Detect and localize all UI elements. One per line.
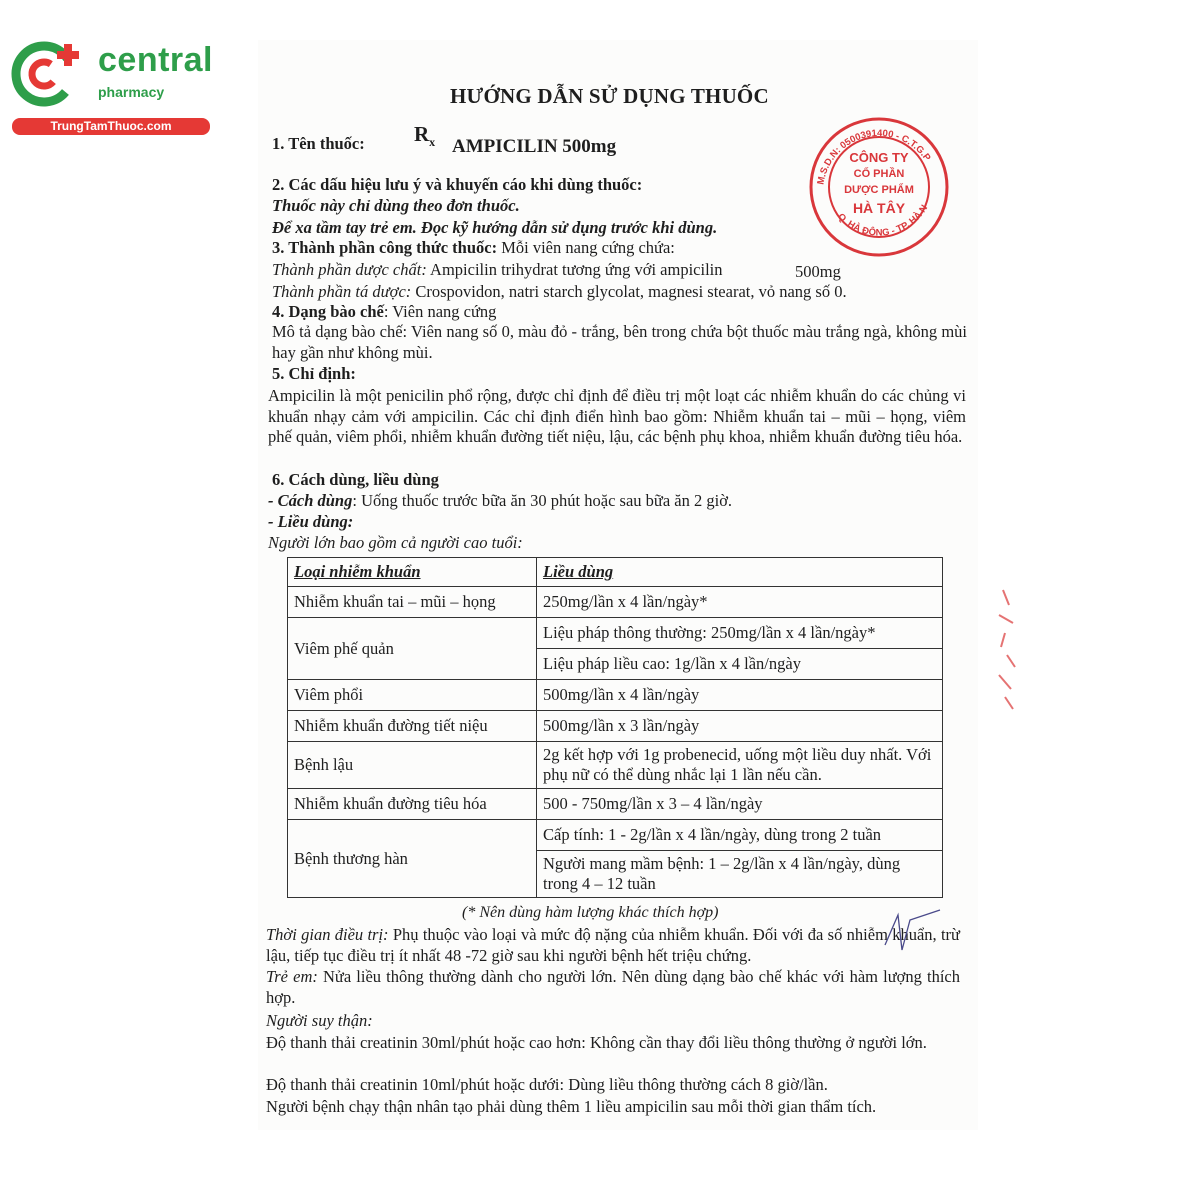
dosage-table [287, 557, 943, 898]
table-cell-dose: Cấp tính: 1 - 2g/lần x 4 lần/ngày, dùng trong 2 tuần [537, 820, 943, 851]
section-3-excipients: Thành phần tá dược: Crospovidon, natri starch glycolat, magnesi stearat, vỏ nang số 0. [272, 282, 847, 301]
table-cell-dose: Liệu pháp thông thường: 250mg/lần x 4 lần/ngày* [537, 618, 943, 649]
table-cell-infection: Nhiễm khuẩn tai – mũi – họng [288, 587, 537, 618]
renal-line-1: Độ thanh thải creatinin 30ml/phút hoặc cao hơn: Không cần thay đổi liều thông thường ở người lớn. [266, 1033, 927, 1052]
table-header-infection: Loại nhiễm khuẩn [288, 558, 537, 587]
renal-line-3: Người bệnh chạy thận nhân tạo phải dùng thêm 1 liều ampicilin sau mỗi thời gian thẩm tích. [266, 1097, 877, 1116]
table-cell-infection: Viêm phế quản [288, 618, 537, 680]
section-3-heading: 3. Thành phần công thức thuốc: Mỗi viên nang cứng chứa: [272, 238, 675, 257]
pharmacy-logo[interactable] [10, 38, 215, 138]
table-cell-infection: Bệnh lậu [288, 742, 537, 789]
renal-impairment-label: Người suy thận: [266, 1011, 373, 1030]
logo-brand-name: central [98, 41, 213, 79]
stamp-ring-bottom: Q. HÀ ĐÔNG - TP. HÀ N [835, 202, 931, 239]
logo-website[interactable]: TrungTamThuoc.com [12, 118, 210, 135]
treatment-duration: Thời gian điều trị: Phụ thuộc vào loại và mức độ nặng của nhiễm khuẩn. Đối với đa số nhiễm khuẩn, trừ lậu, tiếp tục điều trị ít nhất 48 -72 giờ sau khi người bệnh hết triệu chứng. [266, 925, 960, 965]
table-cell-dose: Liệu pháp liều cao: 1g/lần x 4 lần/ngày [537, 649, 943, 680]
section-5-text: Ampicilin là một penicilin phổ rộng, được chỉ định để điều trị một loạt các nhiễm khuẩn do các chủng vi khuẩn nhạy cảm với ampicilin. Các chỉ định điển hình bao gồm: Nhiễm khuẩn tai – mũi – họng, viêm phế quản, viêm phổi, nhiễm khuẩn đường tiết niệu, lậu, các bệnh phụ khoa, nhiễm khuẩn đường tiêu hóa. [268, 386, 966, 447]
table-footnote: (* Nên dùng hàm lượng khác thích hợp) [462, 904, 719, 921]
table-row [288, 789, 943, 820]
table-row [288, 711, 943, 742]
drug-name: AMPICILIN 500mg [452, 136, 617, 157]
table-header-dose: Liều dùng [537, 558, 943, 587]
section-4-heading: 4. Dạng bào chế: Viên nang cứng [272, 302, 497, 321]
table-row [288, 618, 943, 649]
red-edge-marks-icon [995, 585, 1025, 715]
logo-subtitle: pharmacy [98, 84, 165, 100]
section-6-adult-label: Người lớn bao gồm cả người cao tuổi: [268, 533, 523, 552]
renal-line-2: Độ thanh thải creatinin 10ml/phút hoặc dưới: Dùng liều thông thường cách 8 giờ/lần. [266, 1075, 828, 1094]
section-4-description: Mô tả dạng bào chế: Viên nang số 0, màu đỏ - trắng, bên trong chứa bột thuốc màu trắng ngà, không mùi hay gần như không mùi. [272, 322, 967, 362]
signature-scribble-icon [880, 905, 950, 965]
children-dosage: Trẻ em: Nửa liều thông thường dành cho người lớn. Nên dùng dạng bào chế khác với hàm lượng thích hợp. [266, 967, 960, 1007]
section-6-heading: 6. Cách dùng, liều dùng [272, 470, 439, 489]
stamp-ring-top: M.S.D.N: 0500391400 - C.T.G.P [815, 127, 933, 186]
section-1-label: 1. Tên thuốc: [272, 134, 365, 153]
pharmacy-logo-icon [10, 38, 92, 110]
section-6-usage: - Cách dùng: Uống thuốc trước bữa ăn 30 phút hoặc sau bữa ăn 2 giờ. [268, 491, 733, 510]
section-2-line-2: Để xa tầm tay trẻ em. Đọc kỹ hướng dẫn sử dụng trước khi dùng. [272, 218, 718, 237]
table-cell-infection: Viêm phổi [288, 680, 537, 711]
section-2-line-1: Thuốc này chỉ dùng theo đơn thuốc. [272, 196, 520, 215]
section-3-active-ingredient: Thành phần dược chất: Ampicilin trihydrat tương ứng với ampicilin [272, 260, 723, 279]
table-row [288, 587, 943, 618]
table-cell-dose: 500mg/lần x 3 lần/ngày [537, 711, 943, 742]
stamp-line-3: DƯỢC PHẨM [844, 184, 914, 196]
table-row [288, 820, 943, 851]
section-5-heading: 5. Chỉ định: [272, 364, 356, 383]
table-cell-infection: Nhiễm khuẩn đường tiết niệu [288, 711, 537, 742]
stamp-line-2: CỔ PHẦN [853, 168, 905, 180]
table-cell-dose: 500mg/lần x 4 lần/ngày [537, 680, 943, 711]
table-cell-dose: 250mg/lần x 4 lần/ngày* [537, 587, 943, 618]
table-cell-dose: 2g kết hợp với 1g probenecid, uống một liều duy nhất. Với phụ nữ có thể dùng nhắc lại 1 lần nếu cần. [537, 742, 943, 789]
table-cell-infection: Bệnh thương hàn [288, 820, 537, 898]
stamp-line-4: HÀ TÂY [852, 200, 906, 216]
company-stamp [806, 114, 952, 260]
table-row [288, 742, 943, 789]
table-row [288, 680, 943, 711]
rx-symbol: $R_x$ [414, 122, 436, 150]
section-6-dosage-label: - Liều dùng: [268, 512, 354, 531]
section-3-active-amount: 500mg [795, 262, 841, 281]
table-cell-dose: Người mang mầm bệnh: 1 – 2g/lần x 4 lần/ngày, dùng trong 4 – 12 tuần [537, 851, 943, 898]
table-cell-dose: 500 - 750mg/lần x 3 – 4 lần/ngày [537, 789, 943, 820]
document-title: HƯỚNG DẪN SỬ DỤNG THUỐC [450, 84, 769, 108]
section-2-heading: 2. Các dấu hiệu lưu ý và khuyến cáo khi dùng thuốc: [272, 175, 643, 194]
table-cell-infection: Nhiễm khuẩn đường tiêu hóa [288, 789, 537, 820]
stamp-line-1: CÔNG TY [849, 150, 909, 165]
table-header-row [288, 558, 943, 587]
